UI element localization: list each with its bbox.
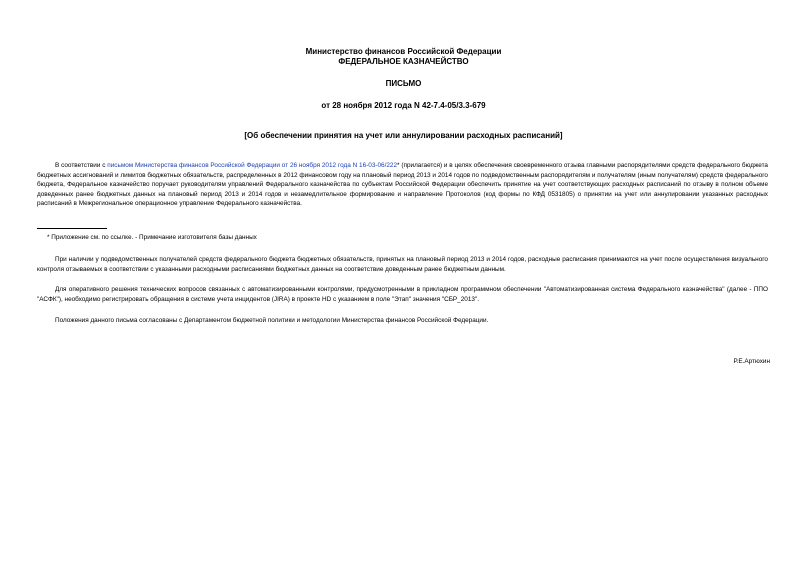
paragraph-2: При наличии у подведомственных получателей средств федерального бюджета бюджетных обязательств, принятых на плановый период 2013 и 2014 годов, расходные расписания принимаются на учет после осуществления визуального контроля отзываемых в соответствии с указанными расходными расписаниями бюджетных данных на соответствие доведенным ранее бюджетным данным.: [37, 256, 768, 273]
footnote-divider: [37, 228, 107, 229]
paragraph-1-body: * (прилагается) и в целях обеспечения своевременного отзыва главными распорядителями средств федерального бюджета бюджетных ассигнований и лимитов бюджетных обязательств, распределенных в 2012 финансовом году на плановый период 2013 и 2014 годов по подведомственным распорядителям и получателям (иным получателям) средств федерального бюджета, Федеральное казначейство поручает руководителям управлений Федерального казначейства по субъектам Российской Федерации обеспечить принятие на учет соответствующих расходных расписаний по отзыву в полном объеме доведенных ранее бюджетных данных на плановый период 2013 и 2014 годов и незамедлительное формирование и направление Протоколов (код формы по КФД 0531805) о принятии на учет или аннулировании указанных расходных расписаний в Межрегиональное операционное управление Федерального казначейства.: [37, 162, 768, 208]
document-type: ПИСЬМО: [385, 79, 422, 88]
document-date-number: от 28 ноября 2012 года N 42-7.4-05/3.3-679: [321, 101, 486, 110]
signature: Р.Е.Артюхин: [733, 358, 770, 365]
paragraph-3: Для оперативного решения технических вопросов связанных с автоматизированными контролями, предусмотренными в прикладном программном обеспечении "Автоматизированная система Федерального казначейства" (далее - ППО "АСФК"), необходимо регистрировать обращения в системе учета инцидентов (JIRA) в проекте HD с указанием в поле "Этап" значения "СБР_2013".: [37, 286, 768, 303]
paragraph-4: Положения данного письма согласованы с Департаментом бюджетной политики и методологии Министерства финансов Российской Федерации.: [55, 317, 489, 324]
ministry-title: Министерство финансов Российской Федерации: [305, 47, 502, 56]
paragraph-1: [37, 161, 768, 209]
ministry-letter-link[interactable]: письмом Министерства финансов Российской Федерации от 26 ноября 2012 года N 16-03-06/222: [107, 162, 398, 169]
agency-title: ФЕДЕРАЛЬНОЕ КАЗНАЧЕЙСТВО: [338, 57, 469, 66]
document-subject: [Об обеспечении принятия на учет или аннулировании расходных расписаний]: [244, 131, 563, 140]
paragraph-1-intro: В соответствии с: [55, 162, 108, 169]
footnote: * Приложение см. по ссылке. - Примечание изготовителя базы данных: [47, 234, 257, 241]
